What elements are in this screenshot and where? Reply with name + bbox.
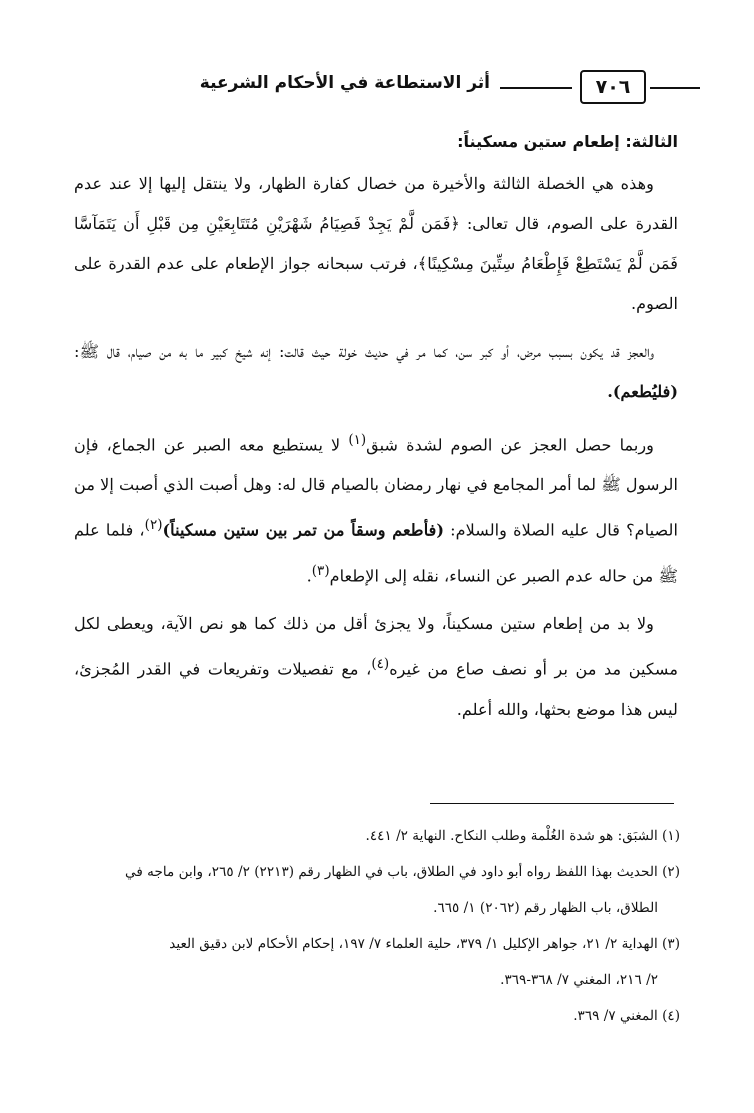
footnote-separator [430,803,674,804]
paragraph-4-text-a: ولا بد من إطعام ستين مسكيناً، ولا يجزئ أقل من ذلك كما هو نص الآية، ويعطى لكل مسكين مد من بر أو نصف صاع من غيره [74,614,678,679]
section-title: الثالثة: إطعام ستين مسكيناً: [457,132,678,151]
footnote-4: (٤) المغني ٧/ ٣٦٩. [573,1008,680,1024]
footnote-1: (١) الشبَق: هو شدة الغُلْمة وطلب النكاح. النهاية ٢/ ٤٤١. [365,828,680,844]
hadith-quote-1: (فليُطعم). [607,382,678,401]
footnote-3-continued: ٢/ ٢١٦، المغني ٧/ ٣٦٨-٣٦٩. [500,972,658,988]
paragraph-3 [74,420,678,596]
book-title: أثر الاستطاعة في الأحكام الشرعية [199,73,490,93]
paragraph-4 [74,604,678,729]
footnote-ref-4[interactable]: (٤) [371,656,390,673]
paragraph-3-text-b: لا يستطيع معه الصبر عن الجماع، فإن الرسول ﷺ لما أمر المجامع في نهار رمضان بالصيام قال له: وهل أصبت الذي أصبت إلا من الصيام؟ قال عليه الصلاة والسلام: [74,435,678,540]
paragraph-3-text-a: وربما حصل العجز عن الصوم لشدة شبق [366,435,654,455]
paragraph-3-text-c: ، فلما علم ﷺ من حاله عدم الصبر عن النساء، نقله إلى الإطعام [74,520,678,586]
paragraph-3-text-d: . [306,566,312,586]
footnote-ref-3[interactable]: (٣) [311,562,330,579]
footnote-2-continued: الطلاق، باب الظهار رقم (٢٠٦٢) ١/ ٦٦٥. [433,900,658,916]
footnote-ref-1[interactable]: (١) [348,432,367,448]
paragraph-4-text-b: ، مع تفصيلات وتفريعات في القدر المُجزئ، ليس هذا موضع بحثها، والله أعلم. [74,659,678,719]
main-text [74,122,678,730]
footnote-ref-2[interactable]: (٢) [144,517,163,534]
paragraph-2 [74,332,678,412]
page-header [50,64,700,108]
header-rule-middle [500,87,572,89]
paragraph-2-text: والعجز قد يكون بسبب مرض، أو كبر سن، كما مر في حديث خولة حيث قالت: إنه شيخ كبير ما به من صيام، قال ﷺ: [74,342,654,361]
footnotes [72,818,680,1034]
header-rule-right [650,87,700,89]
footnote-2: (٢) الحديث بهذا اللفظ رواه أبو داود في الطلاق، باب في الظهار رقم (٢٢١٣) ٢/ ٢٦٥، وابن ماجه في [125,864,680,880]
page-number: ٧٠٦ [580,70,646,104]
footnote-3: (٣) الهداية ٢/ ٢١، جواهر الإكليل ١/ ٣٧٩، حلية العلماء ٧/ ١٩٧، إحكام الأحكام لابن دقيق العيد [169,936,680,952]
hadith-quote-2: (فأطعم وسقاً من تمر بين ستين مسكيناً) [162,520,445,540]
paragraph-1: وهذه هي الخصلة الثالثة والأخيرة من خصال كفارة الظهار، ولا ينتقل إليها إلا عند عدم القدرة على الصوم، قال تعالى: ﴿فَمَن لَّمْ يَجِدْ فَصِيَامُ شَهْرَيْنِ مُتَتَابِعَيْنِ مِن قَبْلِ أَن يَتَمَآسَّا فَمَن لَّمْ يَسْتَطِعْ فَإِطْعَامُ سِتِّينَ مِسْكِينًا﴾، فرتب سبحانه جواز الإطعام على عدم القدرة على الصوم. [74,174,678,313]
